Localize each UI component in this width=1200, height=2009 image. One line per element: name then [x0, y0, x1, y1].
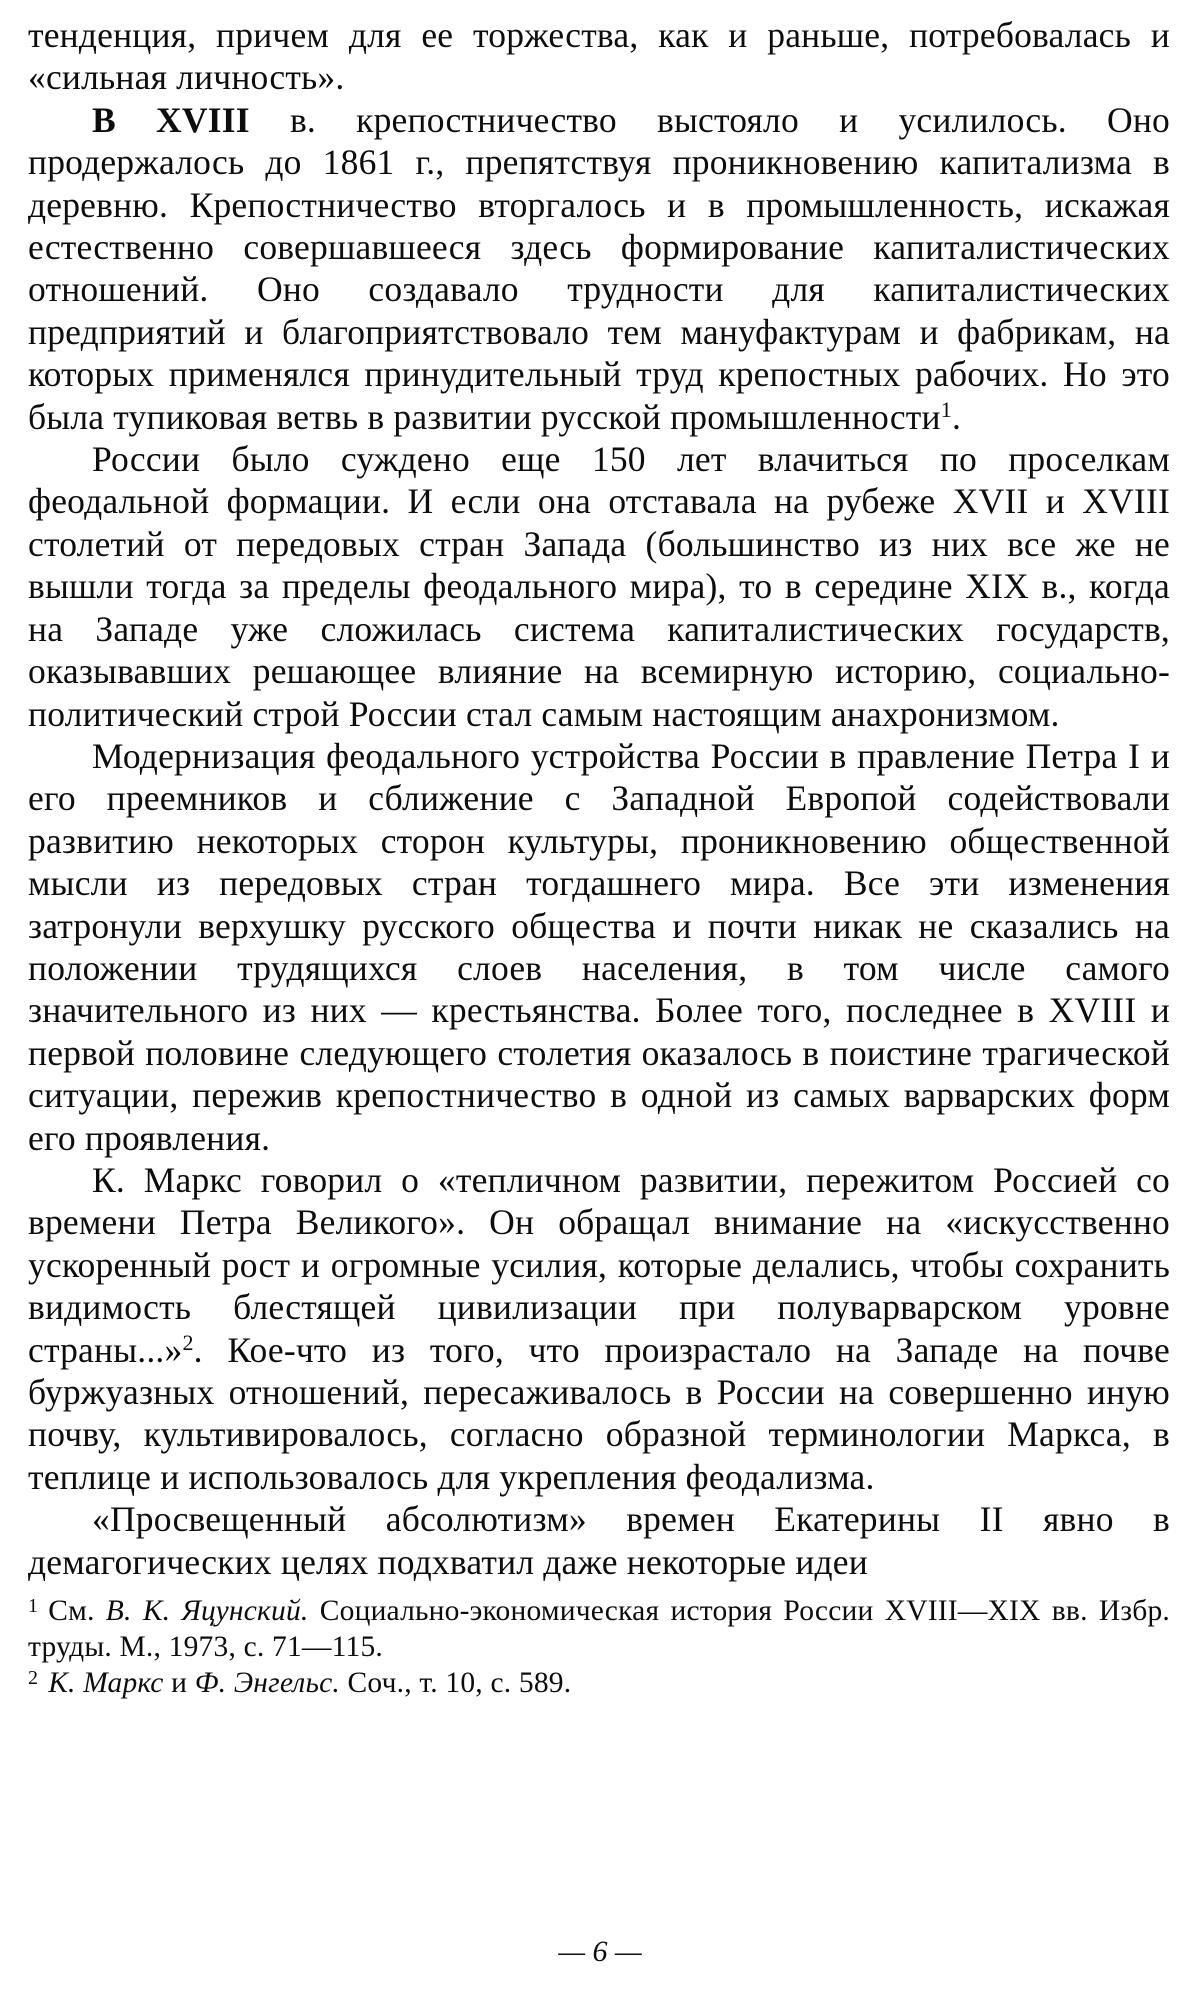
footnote-text: Соч., т. 10, с. 589. — [339, 1667, 572, 1700]
footnote-ref-2[interactable]: 2 — [182, 1329, 194, 1355]
paragraph-1 — [28, 14, 1170, 99]
footnote-marker: 1 — [28, 1595, 39, 1618]
paragraph-4 — [28, 735, 1170, 1159]
footnote-author: В. К. Яцунский. — [105, 1595, 309, 1628]
book-page — [28, 14, 1170, 1701]
footnote-prefix: См. — [48, 1595, 106, 1628]
paragraph-text: Модернизация феодального устройства России в правление Петра I и его преемников и сближение с Западной Европой содействовали развитию некоторых сторон культуры, проникновению общественной мысли из передовых стран тогдашнего мира. Все эти изменения затронули верхушку русского общества и почти никак не сказались на положении трудящихся слоев населения, в том числе самого значительного из них — крестьянства. Более того, последнее в XVIII и первой половине следующего столетия оказалось в поистине трагической ситуации, пережив крепостничество в одной из самых варварских форм его проявления. — [28, 735, 1170, 1158]
footnote-1 — [28, 1593, 1170, 1665]
page-number: — 6 — — [558, 1935, 642, 1968]
paragraph-text: тенденция, причем для ее торжества, как и раньше, потребовалась и «сильная личность». — [28, 15, 1170, 98]
paragraph-text-tail: . Кое-что из того, что произрастало на Западе на почве буржуазных отношений, пересаживалось в России на совершенно иную почву, культивировалось, согласно образной терминологии Маркса, в теплице и использовалось для укрепления феодализма. — [28, 1329, 1170, 1497]
paragraph-text: в. крепостничество выстояло и усилилось. Оно продержалось до 1861 г., препятствуя проникновению капитализма в деревню. Крепостничество вторгалось и в промышленность, искажая естественно совершавшееся здесь формирование капиталистических отношений. Оно создавало трудности для капиталистических предприятий и благоприятствовало тем мануфактурам и фабрикам, на которых применялся принудительный труд крепостных рабочих. Но это была тупиковая ветвь в развитии русской промышленности — [28, 99, 1170, 437]
paragraph-6 — [28, 1498, 1170, 1583]
paragraph-5 — [28, 1159, 1170, 1498]
paragraph-2 — [28, 99, 1170, 438]
footnote-ref-1[interactable]: 1 — [940, 396, 952, 422]
paragraph-text: К. Маркс говорил о «тепличном развитии, пережитом Россией со времени Петра Великого». Он обращал внимание на «искусственно ускоренный рост и огромные усилия, которые делались, чтобы сохранить видимость блестящей цивилизации при полуварварском уровне страны...» — [28, 1159, 1170, 1370]
paragraph-text: России было суждено еще 150 лет влачиться по проселкам феодальной формации. И если она отставала на рубеже XVII и XVIII столетий от передовых стран Запада (большинство из них все же не вышли тогда за пределы феодального мира), то в середине XIX в., когда на Западе уже сложилась система капиталистических государств, оказывавших решающее влияние на всемирную историю, социально-политический строй России стал самым настоящим анахронизмом. — [28, 439, 1170, 734]
paragraph-text-tail: . — [951, 396, 962, 437]
paragraph-3 — [28, 438, 1170, 735]
paragraph-lead: В XVIII — [92, 99, 250, 140]
footnote-2 — [28, 1665, 1170, 1701]
footnote-conjunction: и — [163, 1667, 195, 1700]
footnote-marker: 2 — [28, 1667, 39, 1690]
footnote-author: К. Маркс — [48, 1667, 164, 1700]
footnote-author-2: Ф. Энгельс. — [194, 1667, 340, 1700]
paragraph-text: «Просвещенный абсолютизм» времен Екатерины II явно в демагогических целях подхватил даже некоторые идеи — [28, 1499, 1170, 1582]
footnotes — [28, 1593, 1170, 1701]
footnote-text: Социально-экономическая история России XVIII—XIX вв. Избр. труды. М., 1973, с. 71—115. — [28, 1595, 1170, 1664]
